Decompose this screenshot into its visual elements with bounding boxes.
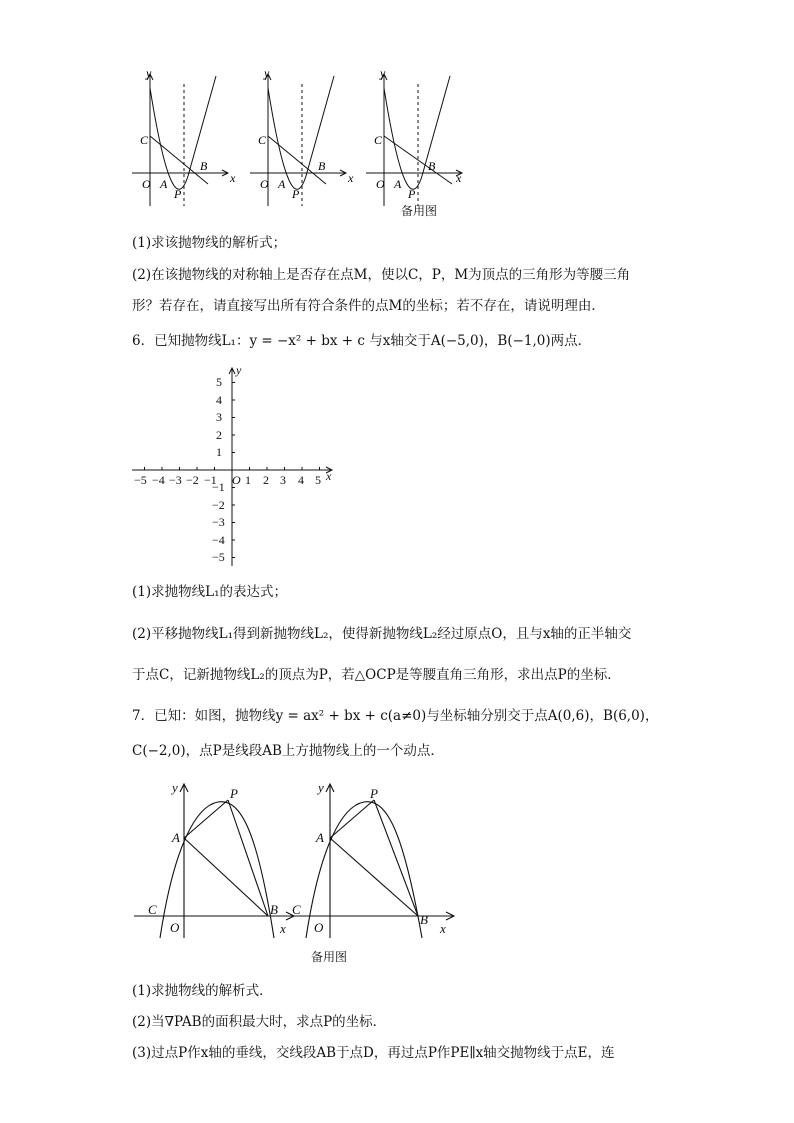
- label-O: O: [260, 177, 269, 191]
- problem5-figure-2: [246, 66, 356, 208]
- p7-q1: (1)求抛物线的解析式．: [132, 983, 273, 999]
- label-B: B: [318, 159, 326, 173]
- tick-x-1: 1: [245, 473, 251, 487]
- label-B: B: [428, 159, 436, 173]
- origin-O: O: [232, 473, 241, 487]
- tick-x-neg3: −3: [169, 473, 182, 487]
- label-A: A: [160, 177, 168, 191]
- problem5-figure-backup: [362, 66, 472, 208]
- label-P: P: [292, 187, 300, 201]
- p7-figure-1: [130, 776, 300, 942]
- p7-q2: (2)当∇PAB的面积最大时，求点P的坐标．: [132, 1014, 387, 1030]
- p6-stem: 6．已知抛物线L₁：y = −x² + bx + c 与x轴交于A(−5,0)，B(−1,0)两点．: [132, 333, 592, 349]
- tick-x-neg5: −5: [134, 473, 147, 487]
- p6-q2-line2: 于点C，记新抛物线L₂的顶点为P，若△OCP是等腰直角三角形，求出点P的坐标．: [132, 667, 621, 683]
- tick-y-neg2: −2: [212, 498, 225, 512]
- p6-q2-line1: (2)平移抛物线L₁得到新抛物线L₂，使得新抛物线L₂经过原点O，且与x轴的正半轴交: [132, 626, 632, 642]
- tick-y-1: 1: [216, 445, 222, 459]
- label-B: B: [420, 912, 428, 927]
- label-x: x: [440, 921, 446, 936]
- tick-y-4: 4: [216, 393, 222, 407]
- axis-y-label: y: [236, 363, 242, 377]
- label-C: C: [140, 133, 149, 147]
- p5-q2-line2: 形？若存在，请直接写出所有符合条件的点M的坐标；若不存在，请说明理由．: [132, 298, 605, 314]
- p5-q2-line1: (2)在该抛物线的对称轴上是否存在点M，使以C，P，M为顶点的三角形为等腰三角: [132, 267, 631, 283]
- axis-x-label: x: [326, 469, 332, 483]
- problem5-figure-1: [128, 66, 238, 208]
- tick-y-neg1: −1: [212, 480, 225, 494]
- tick-x-2: 2: [263, 473, 269, 487]
- label-C: C: [292, 902, 301, 917]
- p5-q1: (1)求该抛物线的解析式；: [132, 235, 287, 251]
- label-y: y: [380, 66, 386, 80]
- p7-stem-line2: C(−2,0)，点P是线段AB上方抛物线上的一个动点．: [132, 743, 444, 759]
- label-C: C: [258, 133, 267, 147]
- label-A: A: [172, 830, 180, 845]
- label-O: O: [376, 177, 385, 191]
- label-O: O: [170, 920, 180, 935]
- label-B: B: [270, 902, 278, 917]
- label-A: A: [278, 177, 286, 191]
- label-y: y: [146, 66, 152, 80]
- tick-x-neg1: −1: [204, 473, 217, 487]
- label-x: x: [456, 171, 462, 185]
- tick-y-neg4: −4: [212, 533, 225, 547]
- backup-caption-top: 备用图: [401, 204, 438, 218]
- tick-y-neg5: −5: [212, 550, 225, 564]
- label-A: A: [316, 830, 324, 845]
- label-B: B: [200, 159, 208, 173]
- tick-x-neg4: −4: [152, 473, 165, 487]
- tick-x-3: 3: [280, 473, 286, 487]
- label-x: x: [348, 171, 354, 185]
- p7-q3: (3)过点P作x轴的垂线，交线段AB于点D，再过点P作PE∥x轴交抛物线于点E，连: [132, 1045, 615, 1061]
- tick-y-neg3: −3: [212, 515, 225, 529]
- label-P: P: [230, 786, 238, 801]
- label-y: y: [264, 66, 270, 80]
- p7-stem-line1: 7．已知：如图，抛物线y = ax² + bx + c(a≠0)与坐标轴分别交于点A(0,6)，B(6,0)，: [132, 708, 659, 724]
- label-A: A: [394, 177, 402, 191]
- p6-q1: (1)求抛物线L₁的表达式；: [132, 584, 287, 600]
- label-y: y: [318, 780, 324, 795]
- label-x: x: [280, 921, 286, 936]
- label-C: C: [374, 133, 383, 147]
- backup-caption-p7: 备用图: [311, 950, 348, 964]
- tick-y-5: 5: [216, 375, 222, 389]
- label-P: P: [408, 187, 416, 201]
- label-P: P: [370, 786, 378, 801]
- label-C: C: [148, 902, 157, 917]
- label-O: O: [314, 920, 324, 935]
- label-y: y: [172, 780, 178, 795]
- tick-x-4: 4: [298, 473, 304, 487]
- label-x: x: [230, 171, 236, 185]
- tick-y-2: 2: [216, 428, 222, 442]
- tick-y-3: 3: [216, 410, 222, 424]
- p6-coordinate-grid: [128, 362, 340, 570]
- label-O: O: [142, 177, 151, 191]
- tick-x-5: 5: [315, 473, 321, 487]
- label-P: P: [174, 187, 182, 201]
- tick-x-neg2: −2: [186, 473, 199, 487]
- p7-figure-backup: [290, 776, 460, 942]
